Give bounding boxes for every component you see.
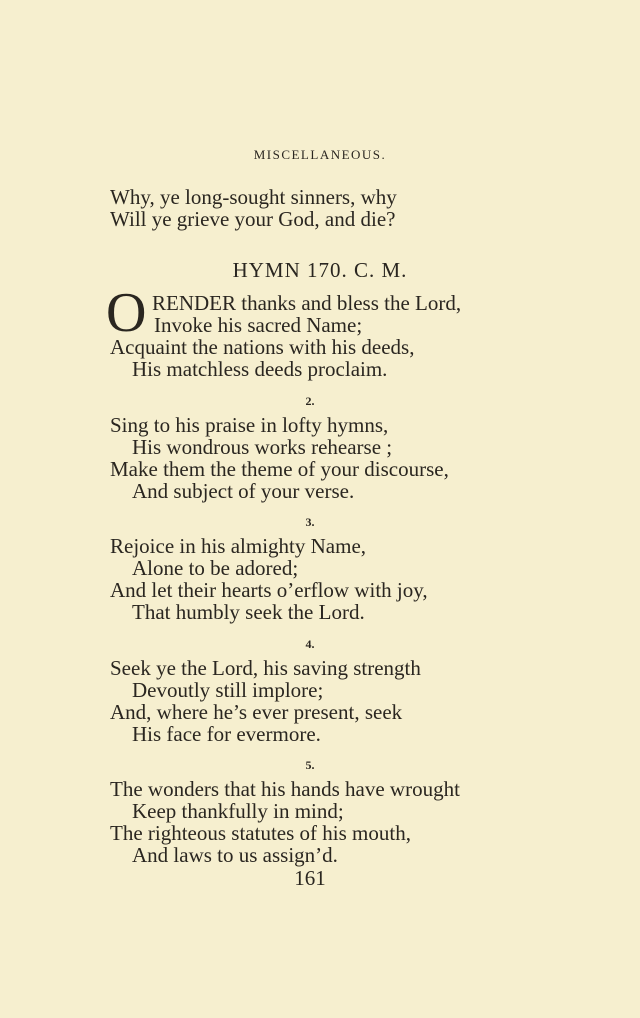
verse-line: And let their hearts o’erflow with joy, <box>110 578 428 602</box>
verse-line: Keep thankfully in mind; <box>132 799 344 823</box>
page-number: 161 <box>294 866 326 890</box>
stanza-number: 3. <box>305 515 315 529</box>
verse-line: Make them the theme of your discourse, <box>110 457 449 481</box>
verse-line: The righteous statutes of his mouth, <box>110 821 411 845</box>
verse-line: That humbly seek the Lord. <box>132 600 365 624</box>
verse-line: His face for evermore. <box>132 722 321 746</box>
verse-line: Acquaint the nations with his deeds, <box>110 335 415 359</box>
stanza-number: 5. <box>305 758 315 772</box>
drop-cap: O <box>106 282 147 344</box>
verse-line: His wondrous works rehearse ; <box>132 435 393 459</box>
stanza-4 <box>110 657 421 745</box>
verse-line: Will ye grieve your God, and die? <box>110 207 396 231</box>
verse-line: And, where he’s ever present, seek <box>110 700 403 724</box>
stanza-3 <box>110 535 428 623</box>
verse-line: His matchless deeds proclaim. <box>132 357 388 381</box>
stanza-number: 2. <box>305 394 315 408</box>
verse-line: Alone to be adored; <box>132 556 299 580</box>
verse-line: RENDER thanks and bless the Lord, <box>152 291 462 315</box>
verse-line: Rejoice in his almighty Name, <box>110 534 367 558</box>
verse-line: Invoke his sacred Name; <box>154 313 363 337</box>
verse-line: Sing to his praise in lofty hymns, <box>110 413 389 437</box>
running-head: MISCELLANEOUS. <box>253 147 387 162</box>
stanza-1 <box>110 292 461 380</box>
previous-hymn-ending <box>110 186 397 230</box>
verse-line: Seek ye the Lord, his saving strength <box>110 656 421 680</box>
verse-line: Why, ye long-sought sinners, why <box>110 185 397 209</box>
verse-line: The wonders that his hands have wrought <box>110 777 460 801</box>
verse-line: And laws to us assign’d. <box>132 843 338 867</box>
verse-line: And subject of your verse. <box>132 479 355 503</box>
hymn-title: HYMN 170. C. M. <box>232 258 408 282</box>
stanza-5 <box>110 778 460 866</box>
stanza-number: 4. <box>305 637 315 651</box>
verse-line: Devoutly still implore; <box>132 678 324 702</box>
stanza-2 <box>110 414 449 502</box>
